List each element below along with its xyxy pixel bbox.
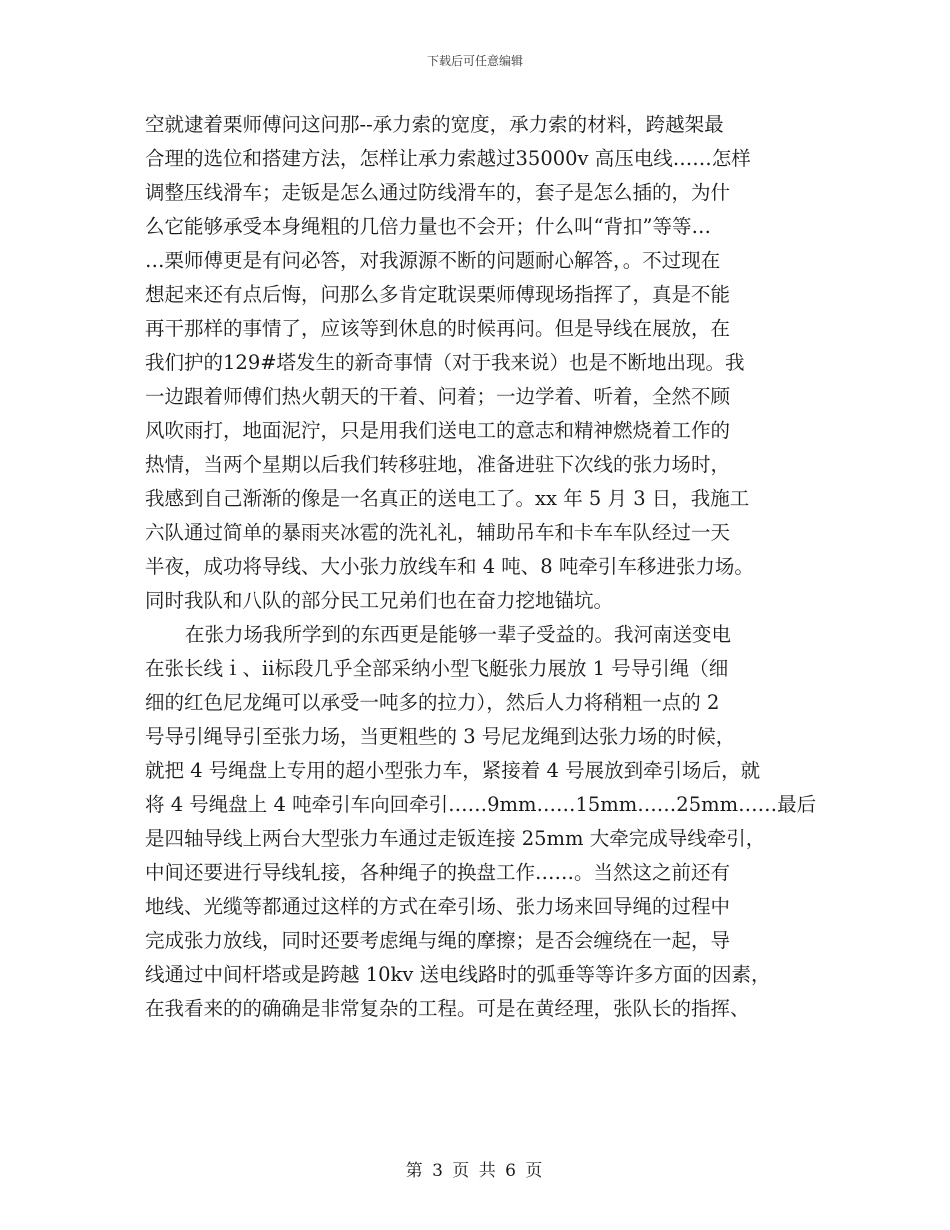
text-line: 半夜，成功将导线、大小张力放线车和 4 吨、8 吨牵引车移进张力场。 (145, 555, 754, 578)
text-line: 空就逮着栗师傅问这问那--承力索的宽度，承力索的材料，跨越架最 (145, 113, 724, 136)
text-line: 热情，当两个星期以后我们转移驻地，准备进驻下次线的张力场时， (145, 453, 731, 476)
text-line: 合理的选位和搭建方法，怎样让承力索越过35000v 高压电线……怎样 (145, 147, 751, 170)
text-line: 么它能够承受本身绳粗的几倍力量也不会开；什么叫“背扣”等等… (145, 215, 711, 238)
document-body (145, 108, 817, 1026)
page-header: 下载后可任意编辑 (426, 54, 523, 68)
text-line: 在张长线ｉ、ⅱ标段几乎全部采纳小型飞艇张力展放 1 号导引绳（细 (145, 657, 729, 680)
text-line: 再干那样的事情了，应该等到休息的时候再问。但是导线在展放，在 (145, 317, 731, 340)
page-footer: 第 3 页 共 6 页 (405, 1161, 545, 1181)
text-line: 就把 4 号绳盘上专用的超小型张力车，紧接着 4 号展放到牵引场后，就 (145, 759, 761, 782)
text-line: 中间还要进行导线轧接，各种绳子的换盘工作……。当然这之前还有 (145, 861, 731, 884)
text-line: 一边跟着师傅们热火朝天的干着、问着；一边学着、听着，全然不顾 (145, 385, 731, 408)
text-line: 是四轴导线上两台大型张力车通过走钣连接 25mm 大牵完成导线牵引， (145, 827, 766, 850)
text-line: 风吹雨打，地面泥泞，只是用我们送电工的意志和精神燃烧着工作的 (145, 419, 731, 442)
text-line: 线通过中间杆塔或是跨越 10kv 送电线路时的弧垂等等许多方面的因素， (145, 963, 771, 986)
text-line: 细的红色尼龙绳可以承受一吨多的拉力），然后人力将稍粗一点的 2 (145, 691, 720, 714)
text-line: 六队通过简单的暴雨夹冰雹的洗礼礼，辅助吊车和卡车车队经过一天 (145, 521, 731, 544)
text-line: 将 4 号绳盘上 4 吨牵引车向回牵引……9mm……15mm……25mm……最后 (145, 793, 817, 816)
text-line: 在我看来的的确确是非常复杂的工程。可是在黄经理，张队长的指挥、 (145, 997, 750, 1020)
text-line: 想起来还有点后悔，问那么多肯定耽误栗师傅现场指挥了，真是不能 (145, 283, 731, 306)
text-line: 我们护的129#塔发生的新奇事情（对于我来说）也是不断地出现。我 (145, 351, 745, 374)
text-line: …栗师傅更是有问必答，对我源源不断的问题耐心解答，。不过现在 (145, 249, 721, 272)
text-line: 完成张力放线，同时还要考虑绳与绳的摩擦；是否会缠绕在一起，导 (145, 929, 731, 952)
text-line: 同时我队和八队的部分民工兄弟们也在奋力挖地锚坑。 (145, 589, 614, 612)
paragraph-first-line: 在张力场我所学到的东西更是能够一辈子受益的。我河南送变电 (185, 623, 732, 646)
text-line: 我感到自己渐渐的像是一名真正的送电工了。xx 年 5 月 3 日，我施工 (145, 487, 750, 510)
text-line: 地线、光缆等都通过这样的方式在牵引场、张力场来回导绳的过程中 (145, 895, 731, 918)
text-line: 调整压线滑车；走钣是怎么通过防线滑车的，套子是怎么插的，为什 (145, 181, 731, 204)
text-line: 号导引绳导引至张力场，当更粗些的 3 号尼龙绳到达张力场的时候， (145, 725, 736, 748)
